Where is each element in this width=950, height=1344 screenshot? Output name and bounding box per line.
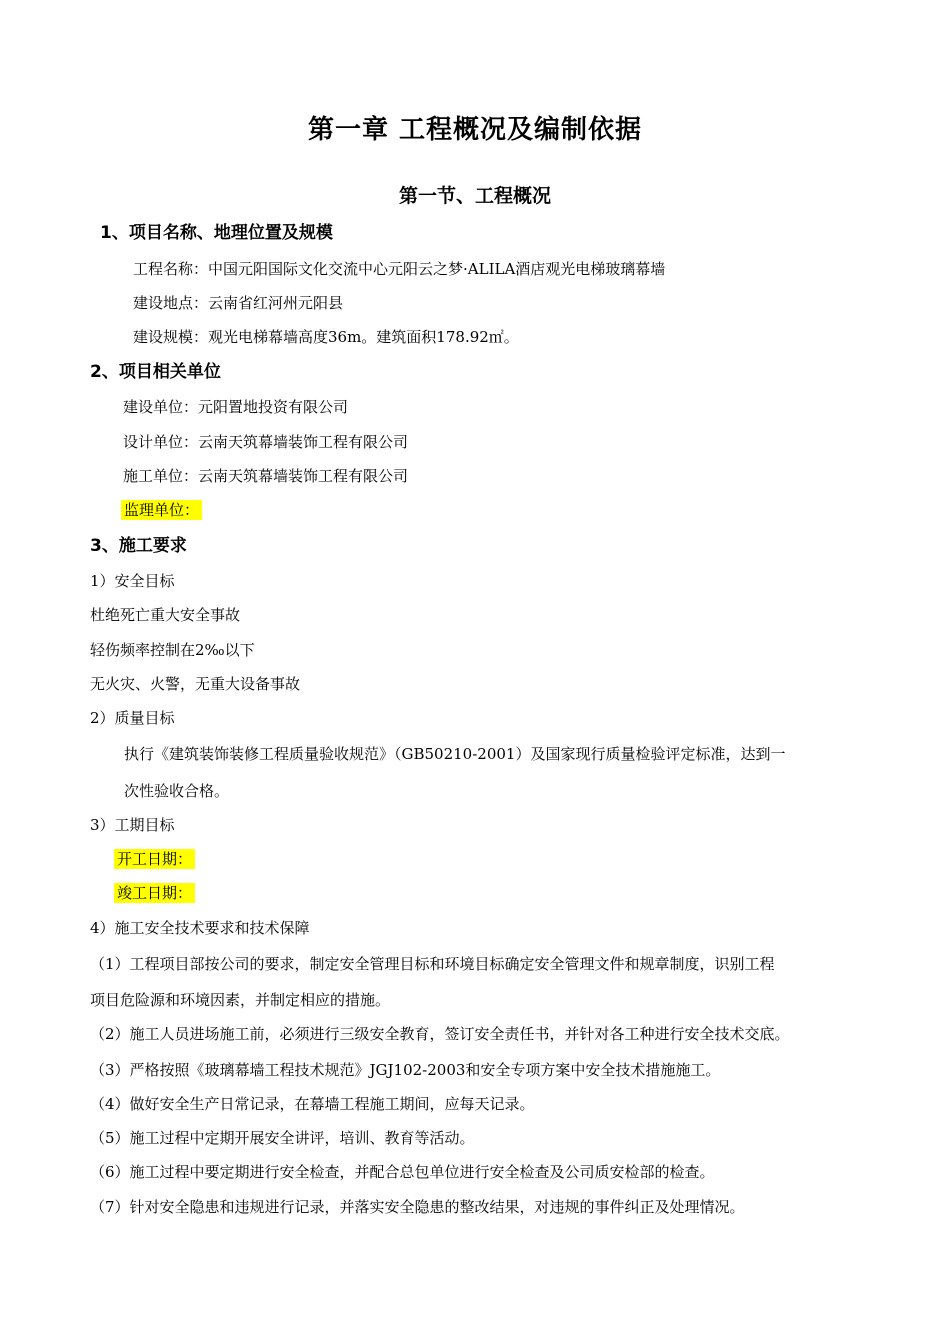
construction-unit-line: 施工单位：云南天筑幕墙装饰工程有限公司	[123, 467, 409, 485]
tech-item: （6）施工过程中要定期进行安全检查，并配合总包单位进行安全检查及公司质安检部的检查。	[90, 1163, 715, 1181]
safety-goal-item: 轻伤频率控制在2‰以下	[90, 641, 255, 659]
section-title: 第一节、工程概况	[398, 185, 551, 207]
project-location-line: 建设地点：云南省红河州元阳县	[133, 294, 344, 312]
tech-item: （7）针对安全隐患和违规进行记录，并落实安全隐患的整改结果，对违规的事件纠正及处理情况。	[90, 1198, 745, 1216]
schedule-goal-label: 3）工期目标	[90, 816, 175, 834]
tech-item: （4）做好安全生产日常记录，在幕墙工程施工期间，应每天记录。	[90, 1095, 535, 1113]
supervision-unit-line: 监理单位：	[121, 500, 202, 520]
quality-goal-text-cont: 次性验收合格。	[124, 782, 230, 800]
chapter-title: 第一章 工程概况及编制依据	[307, 115, 643, 145]
subsection-3-heading: 3、施工要求	[90, 536, 187, 556]
subsection-2-heading: 2、项目相关单位	[90, 362, 221, 382]
project-name-line: 工程名称：中国元阳国际文化交流中心元阳云之梦·ALILA酒店观光电梯玻璃幕墙	[133, 260, 666, 278]
tech-item: （2）施工人员进场施工前，必须进行三级安全教育，签订安全责任书，并针对各工种进行安全技术交底。	[90, 1025, 790, 1043]
safety-goal-item: 无火灾、火警，无重大设备事故	[90, 675, 301, 693]
end-date-line: 竣工日期：	[114, 883, 195, 903]
tech-item: （5）施工过程中定期开展安全讲评，培训、教育等活动。	[90, 1129, 475, 1147]
project-scale-line: 建设规模：观光电梯幕墙高度36m。建筑面积178.92㎡。	[133, 328, 519, 346]
tech-requirements-label: 4）施工安全技术要求和技术保障	[90, 919, 310, 937]
tech-item: （3）严格按照《玻璃幕墙工程技术规范》JGJ102-2003和安全专项方案中安全技术措施施工。	[90, 1061, 721, 1079]
safety-goal-label: 1）安全目标	[90, 572, 175, 590]
quality-goal-label: 2）质量目标	[90, 709, 175, 727]
design-unit-line: 设计单位：云南天筑幕墙装饰工程有限公司	[123, 433, 409, 451]
subsection-1-heading: 1、项目名称、地理位置及规模	[100, 223, 333, 243]
quality-goal-text: 执行《建筑装饰装修工程质量验收规范》（GB50210-2001）及国家现行质量检验评定标准，达到一	[124, 745, 786, 763]
tech-item-cont: 项目危险源和环境因素，并制定相应的措施。	[90, 991, 391, 1009]
tech-item: （1）工程项目部按公司的要求，制定安全管理目标和环境目标确定安全管理文件和规章制度，识别工程	[90, 955, 775, 973]
owner-unit-line: 建设单位：元阳置地投资有限公司	[123, 398, 349, 416]
start-date-line: 开工日期：	[114, 849, 195, 869]
safety-goal-item: 杜绝死亡重大安全事故	[90, 606, 241, 624]
